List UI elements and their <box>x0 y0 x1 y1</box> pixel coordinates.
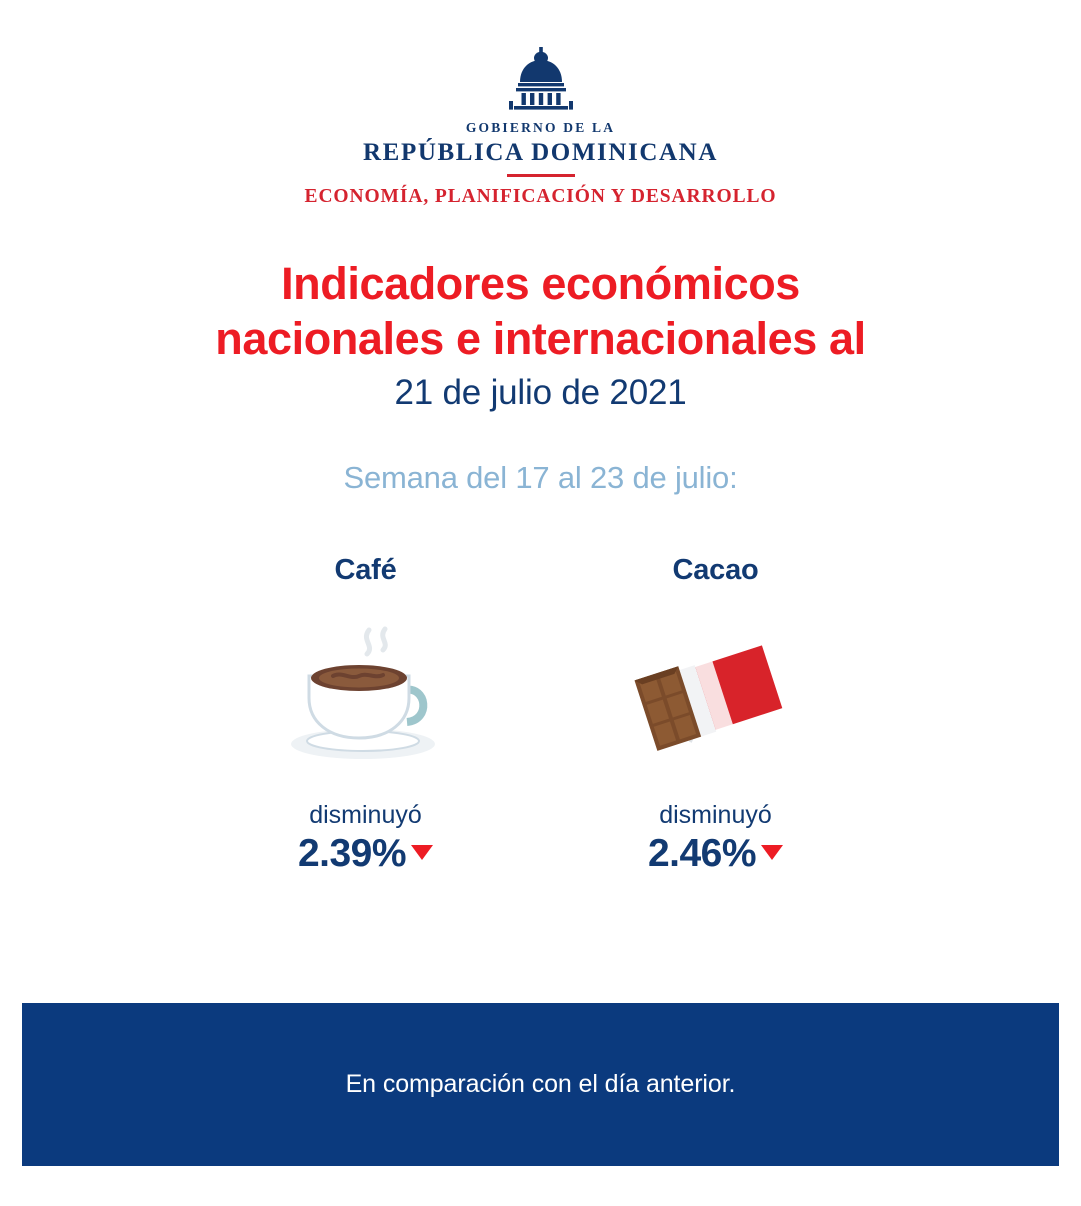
indicator-card-cacao <box>601 554 831 876</box>
indicator-change-label: disminuyó <box>659 801 772 829</box>
chocolate-bar-icon <box>601 615 831 775</box>
footer-note: En comparación con el día anterior. <box>345 1070 736 1098</box>
page-title-date: 21 de julio de 2021 <box>394 373 687 412</box>
title-block <box>0 256 1081 416</box>
page-title-line1: Indicadores económicos <box>281 258 800 309</box>
indicator-cards <box>0 554 1081 876</box>
indicator-name: Café <box>334 554 397 586</box>
indicator-value-row <box>251 832 481 876</box>
indicator-change-label: disminuyó <box>309 801 422 829</box>
header <box>0 0 1081 208</box>
week-subtitle: Semana del 17 al 23 de julio: <box>343 460 738 495</box>
indicator-value: 2.39% <box>297 832 407 875</box>
republica-dominicana-label: REPÚBLICA DOMINICANA <box>363 139 718 166</box>
arrow-down-icon <box>411 845 433 860</box>
indicator-card-cafe <box>251 554 481 876</box>
footer-bar <box>22 1003 1059 1166</box>
arrow-down-icon <box>761 845 783 860</box>
indicator-name: Cacao <box>672 554 759 586</box>
page-title-line2: nacionales e internacionales al <box>215 313 866 364</box>
header-divider <box>507 174 575 177</box>
gobierno-label: GOBIERNO DE LA <box>465 120 616 135</box>
coffee-cup-icon <box>251 615 481 775</box>
indicator-value: 2.46% <box>647 832 757 875</box>
indicator-value-row <box>601 832 831 876</box>
dominican-republic-crest-icon <box>493 46 589 112</box>
ministry-label: ECONOMÍA, PLANIFICACIÓN Y DESARROLLO <box>304 186 777 207</box>
